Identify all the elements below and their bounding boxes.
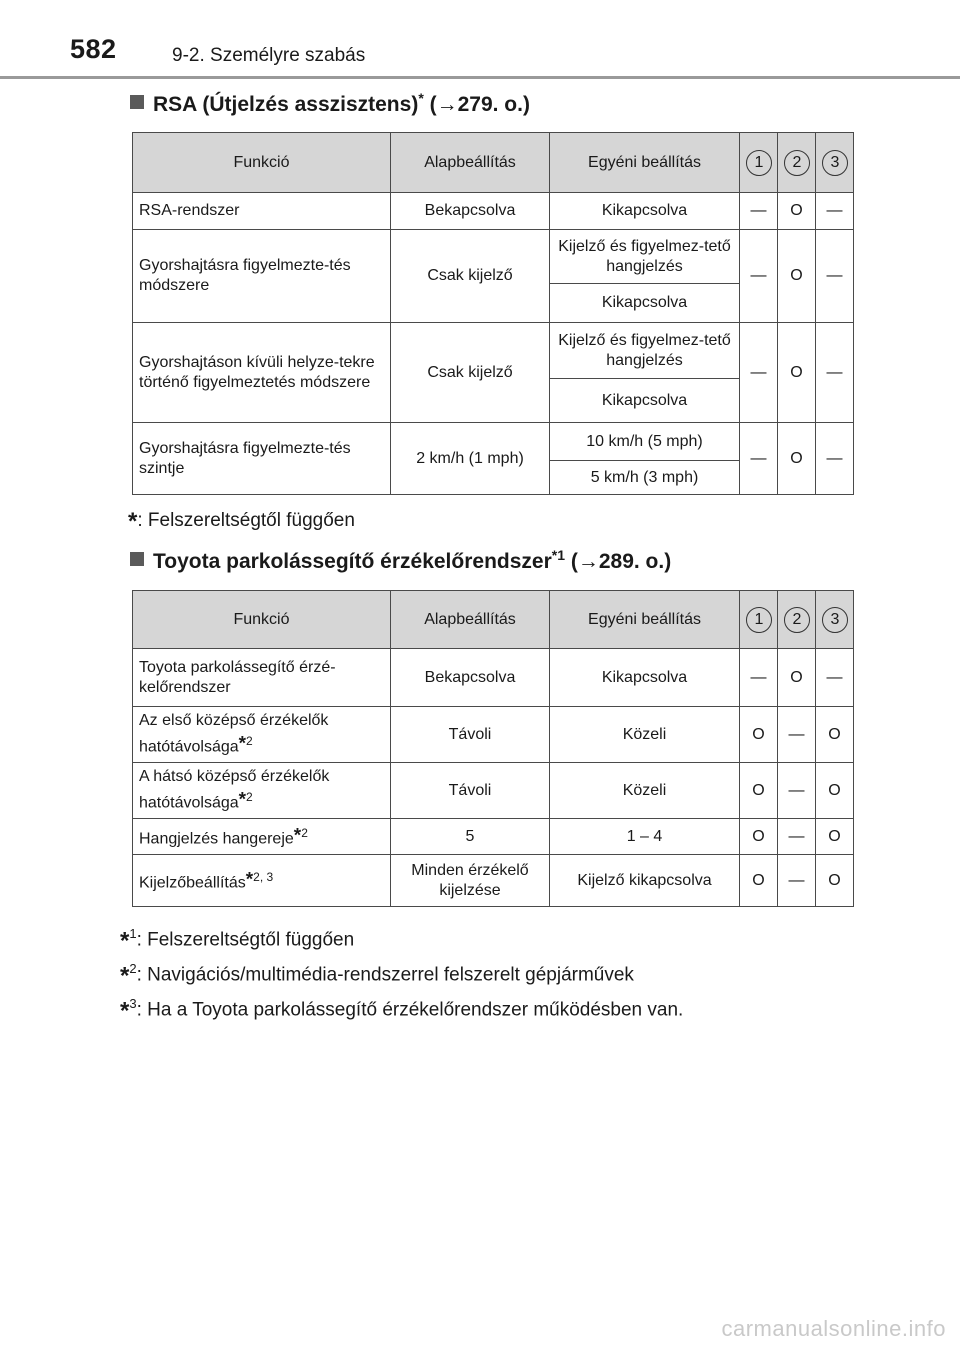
method-1-cell: — — [740, 323, 778, 423]
function-text: Az első középső érzékelők hatótávolsága — [139, 712, 329, 756]
circled-3-icon: 3 — [822, 607, 848, 633]
watermark: carmanualsonline.info — [721, 1316, 946, 1341]
method-3-cell: O — [816, 819, 854, 855]
function-cell: Gyorshajtáson kívüli helyze-tekre történő figyelmeztetés módszere — [133, 323, 391, 423]
custom-cell: 10 km/h (5 mph) — [550, 423, 740, 461]
function-cell: Gyorshajtásra figyelmezte-tés szintje — [133, 423, 391, 495]
circled-2-icon: 2 — [784, 150, 810, 176]
section-superscript: 1 — [557, 547, 566, 563]
footnote — [120, 926, 354, 955]
table-row — [133, 193, 854, 230]
footnote-text: : Felszereltségtől függően — [136, 929, 355, 951]
method-1-cell: O — [740, 707, 778, 763]
default-cell: Minden érzékelő kijelzése — [391, 855, 550, 907]
default-cell: Csak kijelző — [391, 230, 550, 323]
page-number: 582 — [70, 34, 117, 64]
custom-cell: Kikapcsolva — [550, 649, 740, 707]
parking-settings-table — [132, 590, 854, 907]
method-3-cell: O — [816, 707, 854, 763]
footnote-superscript: 2 — [246, 790, 253, 805]
function-text: Kijelzőbeállítás — [139, 874, 246, 892]
method-3-cell: O — [816, 763, 854, 819]
footnote-superscript: 2 — [301, 826, 308, 841]
method-2-cell: — — [778, 763, 816, 819]
footnote-star: * — [120, 997, 130, 1025]
rsa-settings-table — [132, 132, 854, 495]
section-heading-parking — [130, 547, 671, 574]
method-1-cell: O — [740, 855, 778, 907]
function-cell — [133, 855, 391, 907]
method-2-cell: O — [778, 193, 816, 230]
column-header-default: Alapbeállítás — [391, 133, 550, 193]
square-bullet-icon — [130, 95, 144, 109]
circled-2-icon: 2 — [784, 607, 810, 633]
function-text: Toyota parkolássegítő érzé-kelőrendszer — [139, 658, 336, 696]
default-cell: Távoli — [391, 763, 550, 819]
method-1-cell: — — [740, 423, 778, 495]
section-title: RSA (Útjelzés asszisztens) — [153, 93, 419, 116]
method-2-cell: O — [778, 423, 816, 495]
circled-1-icon: 1 — [746, 150, 772, 176]
custom-cell: Közeli — [550, 763, 740, 819]
default-cell: 5 — [391, 819, 550, 855]
method-2-cell: — — [778, 707, 816, 763]
function-cell: Gyorshajtásra figyelmezte-tés módszere — [133, 230, 391, 323]
page-reference-link[interactable]: (→289. o.) — [565, 550, 672, 573]
footnote-text: : Ha a Toyota parkolássegítő érzékelőrendszer működésben van. — [136, 999, 684, 1021]
footnote — [120, 961, 634, 990]
circled-3-icon: 3 — [822, 150, 848, 176]
chapter-title: 9-2. Személyre szabás — [172, 45, 366, 66]
default-cell: Távoli — [391, 707, 550, 763]
footnote-superscript: 2, 3 — [253, 870, 274, 885]
method-2-cell: — — [778, 855, 816, 907]
footnote-star: * — [293, 825, 302, 847]
method-3-cell: O — [816, 855, 854, 907]
table-row — [133, 649, 854, 707]
method-3-cell: — — [816, 323, 854, 423]
method-3-cell: — — [816, 193, 854, 230]
custom-cell: Kikapcsolva — [550, 193, 740, 230]
method-3-cell: — — [816, 423, 854, 495]
method-1-cell: — — [740, 193, 778, 230]
table-row — [133, 707, 854, 763]
custom-cell: Kijelző kikapcsolva — [550, 855, 740, 907]
footnote — [128, 508, 355, 536]
table-row — [133, 819, 854, 855]
table-row — [133, 230, 854, 284]
method-1-cell: O — [740, 819, 778, 855]
custom-cell: Kikapcsolva — [550, 284, 740, 323]
page-reference-link[interactable]: (→279. o.) — [423, 93, 530, 116]
column-header-function: Funkció — [133, 133, 391, 193]
method-1-cell: — — [740, 649, 778, 707]
method-3-cell: — — [816, 649, 854, 707]
column-header-default: Alapbeállítás — [391, 591, 550, 649]
footnote-superscript: 2 — [246, 734, 253, 749]
column-header-custom: Egyéni beállítás — [550, 591, 740, 649]
table-row — [133, 423, 854, 461]
footnote-star: * — [238, 733, 247, 755]
footnote-star: * — [120, 927, 130, 955]
table-header-row — [133, 133, 854, 193]
table-header-row — [133, 591, 854, 649]
function-text: Hangjelzés hangereje — [139, 830, 294, 848]
footnote-star: * — [128, 508, 138, 535]
square-bullet-icon — [130, 552, 144, 566]
footnote-text: : Navigációs/multimédia-rendszerrel felszerelt gépjárművek — [136, 964, 634, 986]
method-1-cell: — — [740, 230, 778, 323]
method-2-cell: O — [778, 323, 816, 423]
section-heading-rsa — [130, 90, 530, 117]
function-text: A hátsó középső érzékelők hatótávolsága — [139, 768, 330, 812]
method-1-cell: O — [740, 763, 778, 819]
function-cell — [133, 707, 391, 763]
footnote-star: * — [120, 962, 130, 990]
footnote-superscript: 1 — [129, 926, 137, 941]
default-cell: 2 km/h (1 mph) — [391, 423, 550, 495]
column-header-method-2 — [778, 591, 816, 649]
function-cell — [133, 763, 391, 819]
section-star: * — [551, 547, 558, 563]
page-header — [0, 0, 960, 80]
method-2-cell: O — [778, 230, 816, 323]
function-cell — [133, 649, 391, 707]
default-cell: Csak kijelző — [391, 323, 550, 423]
column-header-method-3 — [816, 133, 854, 193]
footnote-superscript: 2 — [129, 961, 137, 976]
header-divider — [0, 76, 960, 79]
table-row — [133, 763, 854, 819]
method-2-cell: — — [778, 819, 816, 855]
section-title: Toyota parkolássegítő érzékelőrendszer — [153, 550, 552, 573]
column-header-method-2 — [778, 133, 816, 193]
column-header-method-1 — [740, 591, 778, 649]
column-header-custom: Egyéni beállítás — [550, 133, 740, 193]
default-cell: Bekapcsolva — [391, 193, 550, 230]
circled-1-icon: 1 — [746, 607, 772, 633]
footnote-star: * — [245, 869, 254, 891]
custom-cell: 1 – 4 — [550, 819, 740, 855]
custom-cell: Kijelző és figyelmez-tető hangjelzés — [550, 323, 740, 379]
column-header-method-1 — [740, 133, 778, 193]
function-cell: RSA-rendszer — [133, 193, 391, 230]
custom-cell: 5 km/h (3 mph) — [550, 461, 740, 495]
default-cell: Bekapcsolva — [391, 649, 550, 707]
function-cell — [133, 819, 391, 855]
custom-cell: Kijelző és figyelmez-tető hangjelzés — [550, 230, 740, 284]
table-row — [133, 323, 854, 379]
section-star: * — [418, 90, 424, 106]
footnote-text: : Felszereltségtől függően — [137, 510, 355, 531]
column-header-function: Funkció — [133, 591, 391, 649]
column-header-method-3 — [816, 591, 854, 649]
footnote-star: * — [238, 789, 247, 811]
custom-cell: Közeli — [550, 707, 740, 763]
custom-cell: Kikapcsolva — [550, 379, 740, 423]
method-3-cell: — — [816, 230, 854, 323]
footnote — [120, 996, 683, 1025]
method-2-cell: O — [778, 649, 816, 707]
footnote-superscript: 3 — [129, 996, 137, 1011]
table-row — [133, 855, 854, 907]
